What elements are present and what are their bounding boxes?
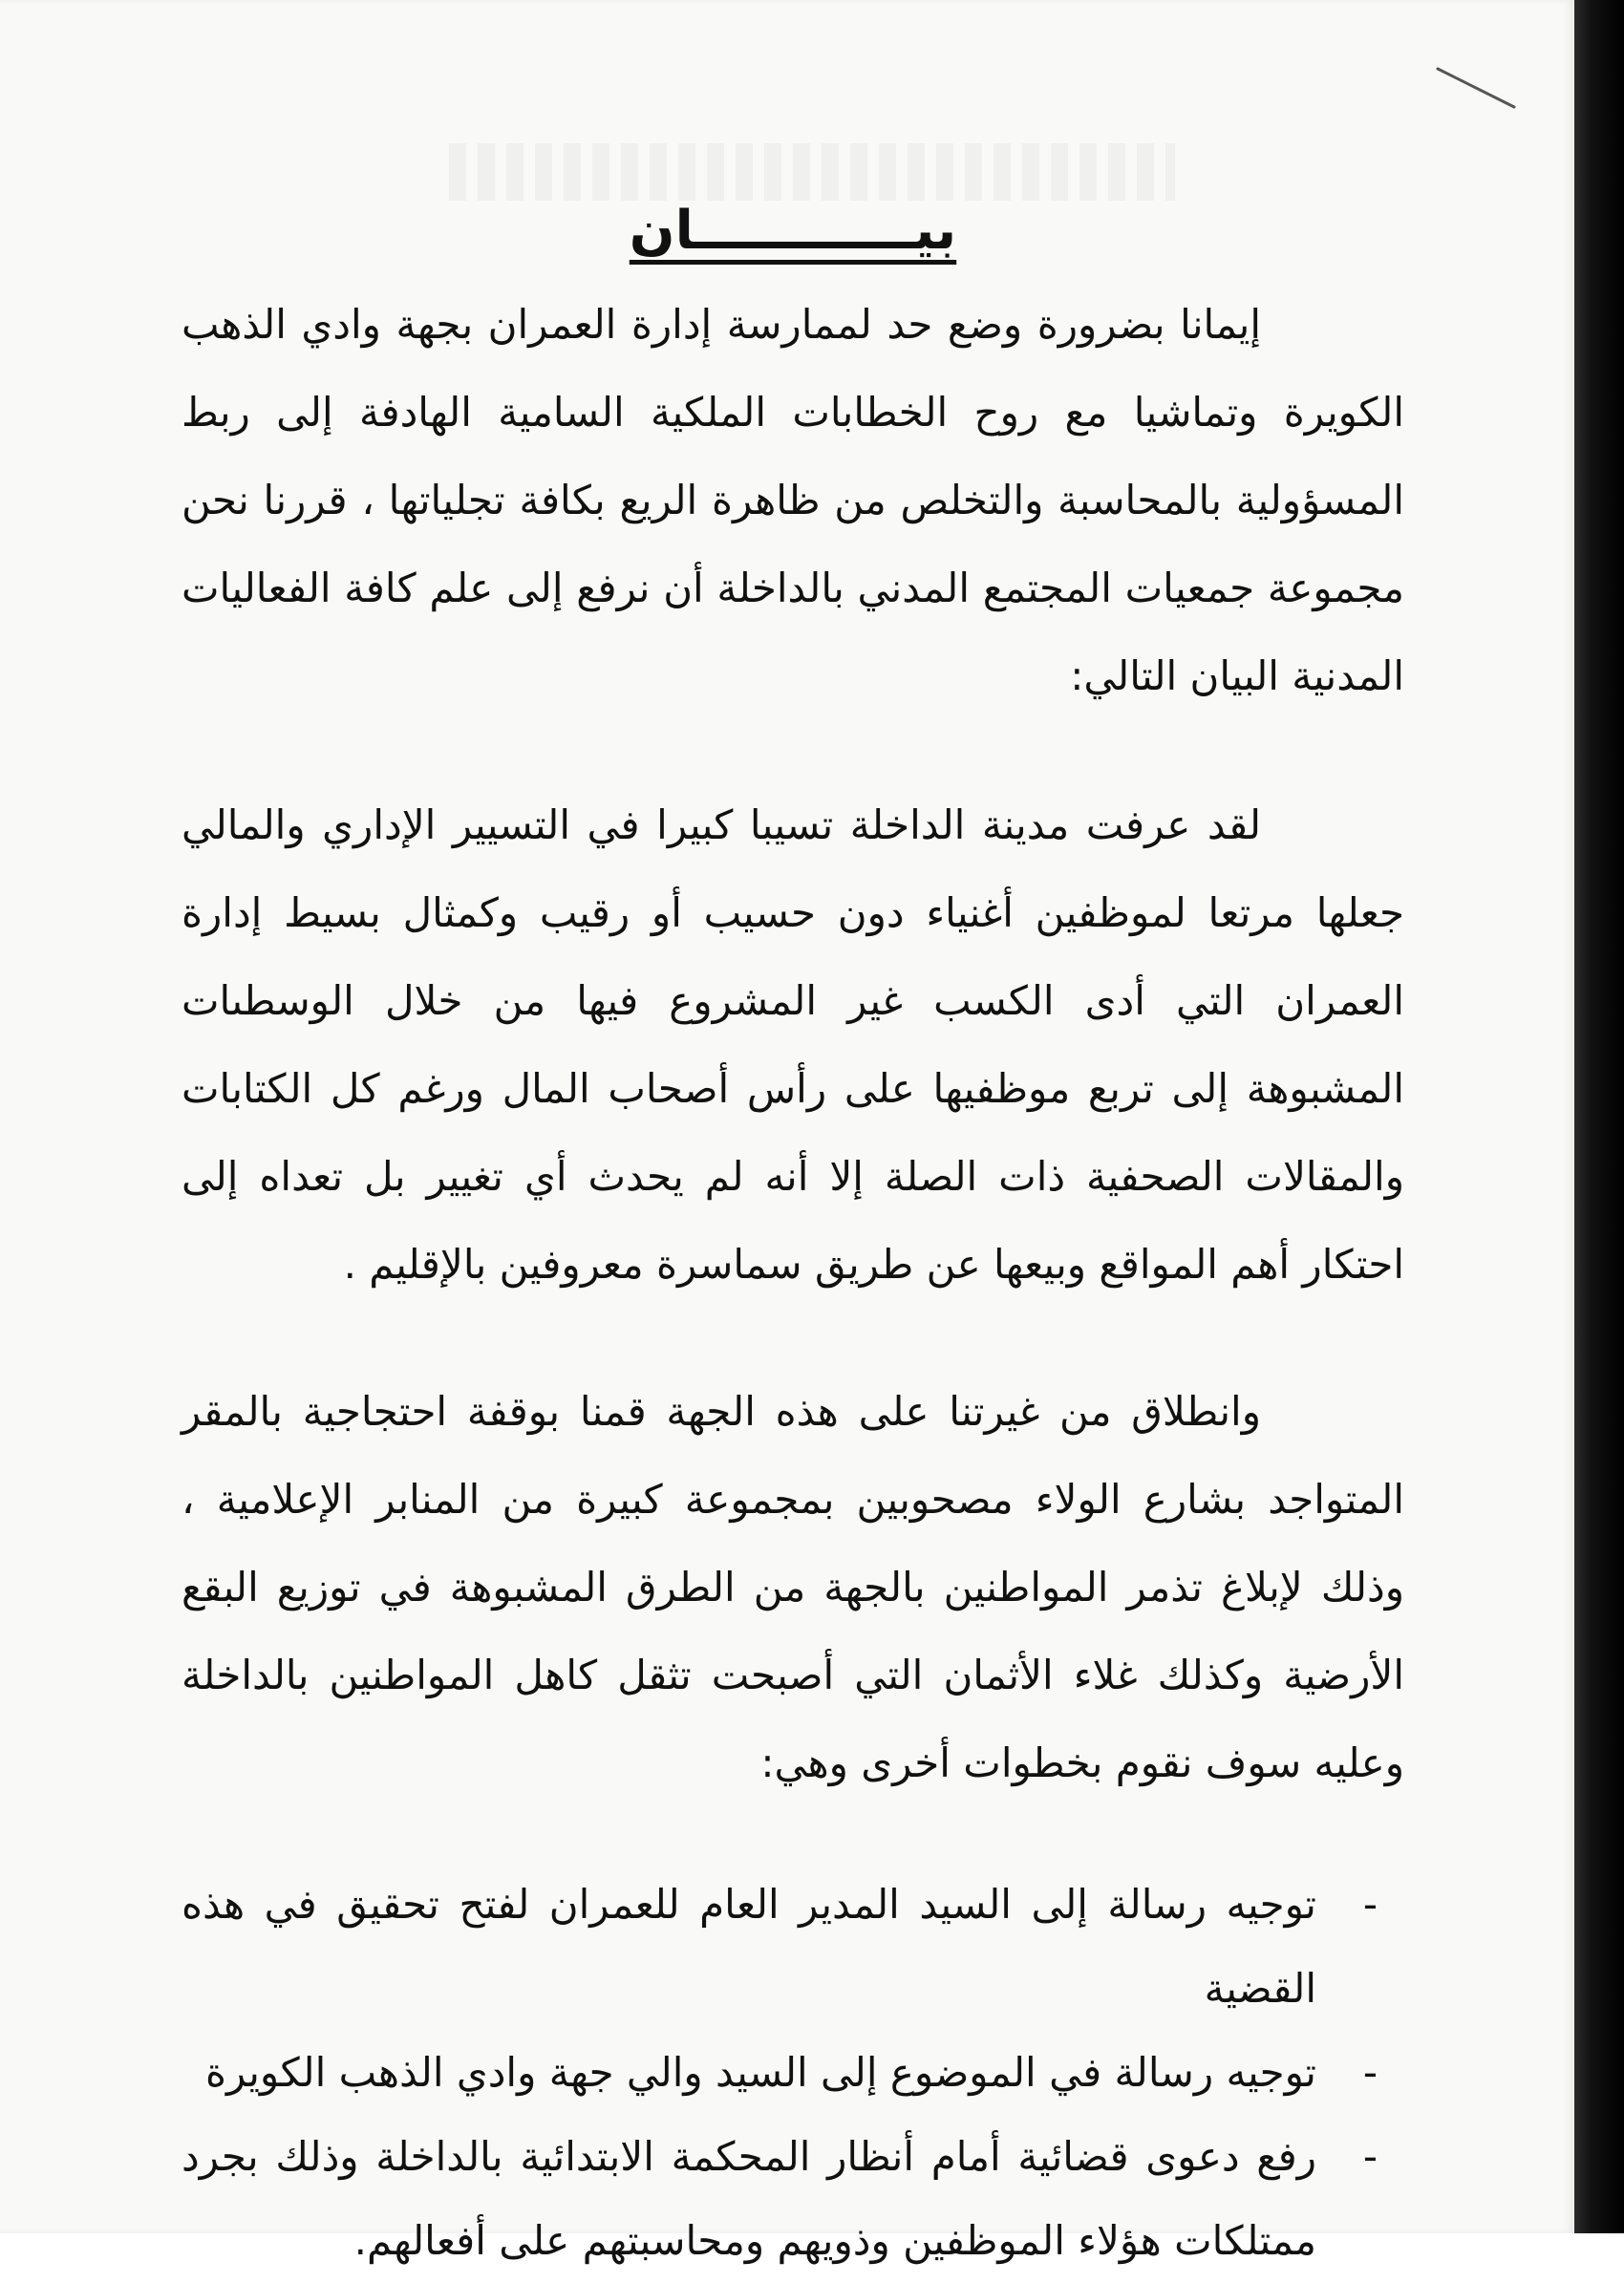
list-item: [182, 2115, 1404, 2283]
action-text: توجيه رسالة إلى السيد المدير العام للعمران لفتح تحقيق في هذه القضية: [182, 1881, 1316, 2012]
list-item: [182, 1863, 1404, 2031]
bullet-dash: -: [1362, 2133, 1378, 2180]
paragraph-gap: [182, 1309, 1404, 1368]
body-paragraph: لقد عرفت مدينة الداخلة تسيبا كبيرا في التسيير الإداري والمالي جعلها مرتعا لموظفين أغنياء دون حسيب أو رقيب وكمثال بسيط إدارة العمران التي أدى الكسب غير المشروع فيها من خلال الوسطىات المشبوهة إلى تربع موظفيها على رأس أصحاب المال ورغم كل الكتابات والمقالات الصحفية ذات الصلة إلا أنه لم يحدث أي تغيير بل تعداه إلى احتكار أهم المواقع وبيعها عن طريق سماسرة معروفين بالإقليم .: [182, 801, 1404, 1288]
action-text: توجيه رسالة في الموضوع إلى السيد والي جهة وادي الذهب الكويرة: [205, 2049, 1316, 2096]
action-list: [182, 1863, 1404, 2283]
bullet-dash: -: [1362, 2049, 1378, 2096]
intro-paragraph: إيمانا بضرورة وضع حد لممارسة إدارة العمران بجهة وادي الذهب الكويرة وتماشيا مع روح الخطابات الملكية السامية الهادفة إلى ربط المسؤولية بالمحاسبة والتخلص من ظاهرة الريع بكافة تجلياتها ، قررنا نحن مجموعة جمعيات المجتمع المدني بالداخلة أن نرفع إلى علم كافة الفعاليات المدنية البيان التالي:: [182, 301, 1404, 699]
staple-mark: [1438, 69, 1439, 70]
paragraph-gap: [182, 1807, 1404, 1863]
statement-document: [182, 191, 1404, 2283]
paragraph-gap: [182, 720, 1404, 781]
scan-border: [1574, 0, 1624, 2233]
document-title: بيــــــــــــان: [629, 200, 957, 262]
list-item: [182, 2031, 1404, 2115]
action-text: رفع دعوى قضائية أمام أنظار المحكمة الابتدائية بالداخلة وذلك بجرد ممتلكات هؤلاء الموظفين وذويهم ومحاسبتهم على أفعالهم.: [182, 2133, 1316, 2264]
bullet-dash: -: [1362, 1881, 1378, 1928]
protest-paragraph: وانطلاق من غيرتنا على هذه الجهة قمنا بوقفة احتجاجية بالمقر المتواجد بشارع الولاء مصحوبين بمجموعة كبيرة من المنابر الإعلامية ، وذلك لإبلاغ تذمر المواطنين بالجهة من الطرق المشبوهة في توزيع البقع الأرضية وكذلك غلاء الأثمان التي أصبحت تثقل كاهل المواطنين بالداخلة وعليه سوف نقوم بخطوات أخرى وهي:: [182, 1388, 1404, 1786]
